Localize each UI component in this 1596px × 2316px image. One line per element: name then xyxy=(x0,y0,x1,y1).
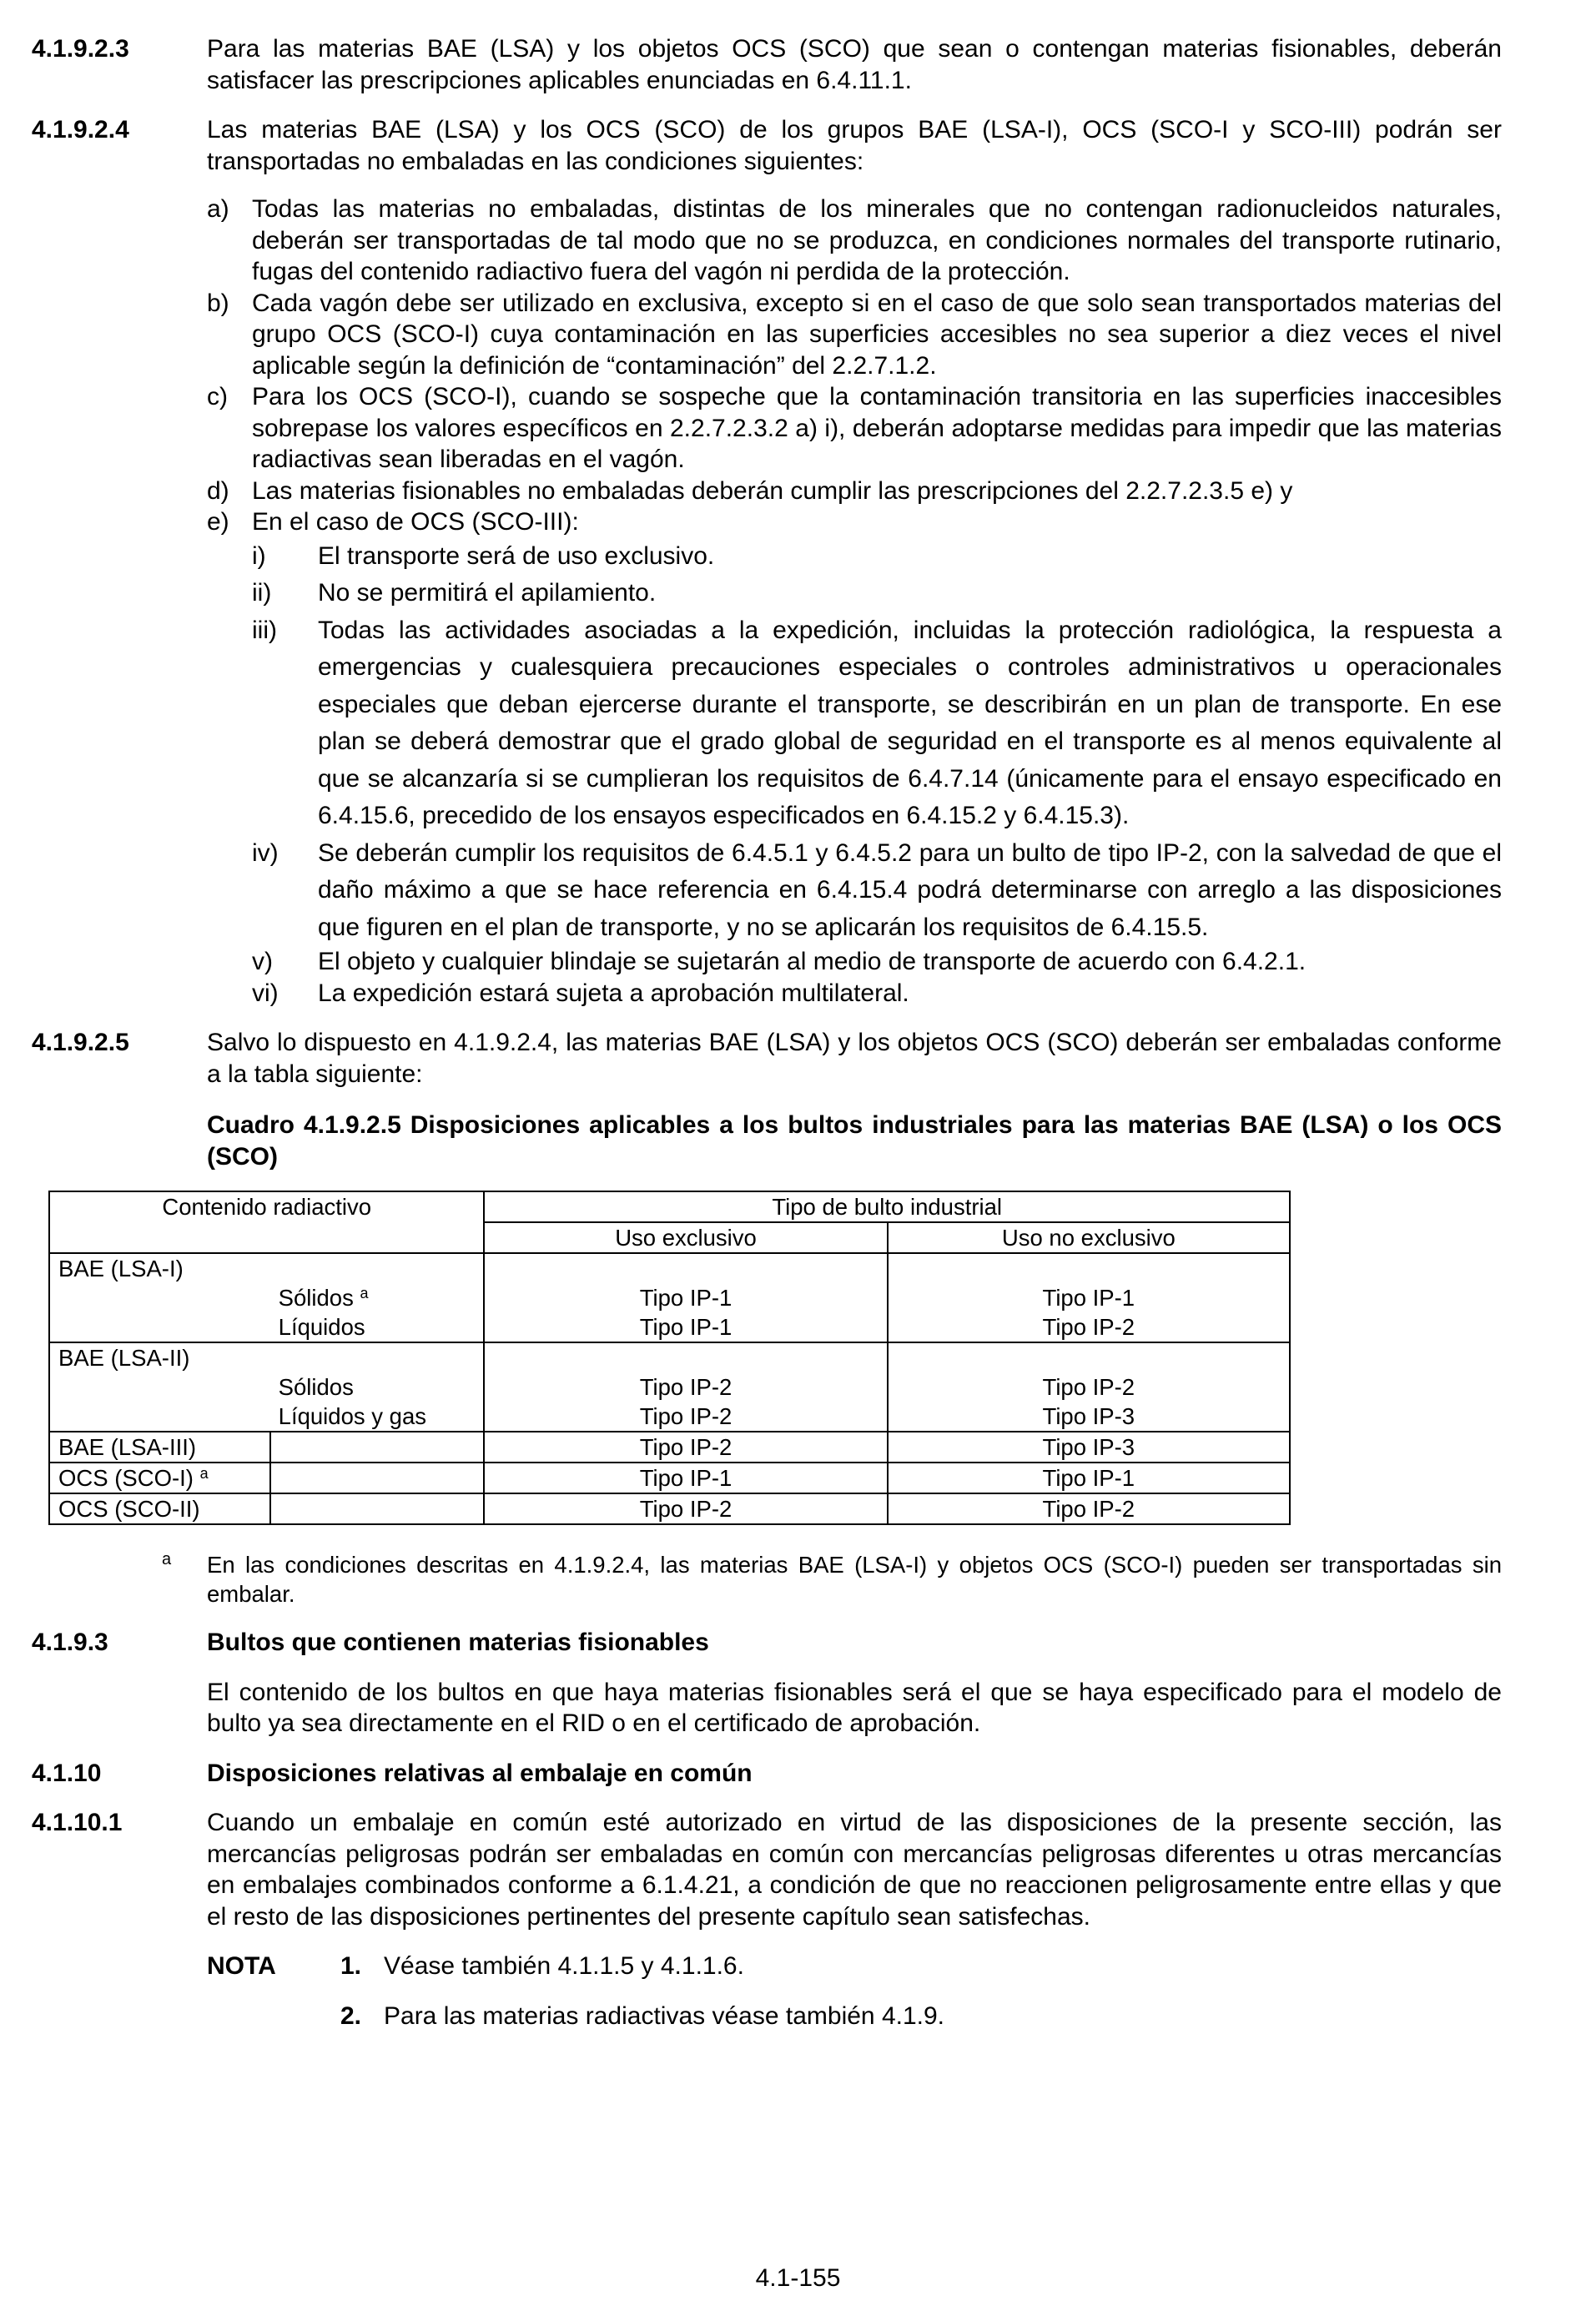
table-cell-empty xyxy=(484,1253,887,1283)
table-cell-empty xyxy=(49,1372,270,1402)
note-text: Para las materias radiactivas véase también 4.1.9. xyxy=(384,2001,944,2030)
table-cell-empty xyxy=(270,1432,485,1463)
note-block xyxy=(207,1951,1502,2032)
table-row xyxy=(49,1463,1290,1493)
table-cell: Sólidos xyxy=(270,1372,485,1402)
list-item xyxy=(207,476,1502,507)
packaging-table xyxy=(48,1191,1291,1525)
table-row xyxy=(49,1342,1290,1372)
list-item xyxy=(207,288,1502,382)
sub-list-text: El objeto y cualquier blindaje se sujetarán al medio de transporte de acuerdo con 6.4.2.1. xyxy=(318,948,1307,975)
footnote-marker: a xyxy=(199,1465,209,1482)
sub-list-item xyxy=(207,978,1502,1009)
list-text: Las materias fisionables no embaladas deberán cumplir las prescripciones del 2.2.7.2.3.5 e) y xyxy=(252,476,1293,505)
table-cell: Tipo IP-2 xyxy=(888,1493,1290,1524)
page-number: 4.1-155 xyxy=(755,2264,841,2292)
table-footnote-block xyxy=(32,1550,1502,1609)
sub-list-item xyxy=(207,835,1502,947)
table-row xyxy=(49,1253,1290,1283)
table-cell-empty xyxy=(270,1493,485,1524)
table-cell: Tipo IP-1 xyxy=(888,1463,1290,1493)
section-text: Salvo lo dispuesto en 4.1.9.2.4, las materias BAE (LSA) y los objetos OCS (SCO) deberán ser embaladas conforme a la tabla siguiente: xyxy=(207,1029,1502,1088)
table-cell: Tipo IP-1 xyxy=(484,1312,887,1342)
table-header-cell: Contenido radiactivo xyxy=(49,1191,484,1253)
document-page xyxy=(32,33,1502,2050)
table-row xyxy=(49,1432,1290,1463)
sub-list-text: La expedición estará sujeta a aprobación multilateral. xyxy=(318,979,909,1007)
table-header-row xyxy=(49,1191,1290,1222)
note-number: 1. xyxy=(340,1952,362,1980)
table-cell: Tipo IP-2 xyxy=(484,1402,887,1432)
section-4-1-10 xyxy=(32,1758,1502,1790)
footnote-mark: a xyxy=(162,1550,172,1568)
sub-list-item xyxy=(207,612,1502,835)
table-header-cell: Uso exclusivo xyxy=(484,1222,887,1253)
table-cell: Tipo IP-3 xyxy=(888,1402,1290,1432)
list-label: a) xyxy=(207,195,229,223)
sub-list-text: Se deberán cumplir los requisitos de 6.4.5.1 y 6.4.5.2 para un bulto de tipo IP-2, con la salvedad de que el daño máximo a que se hace referencia en 6.4.15.4 podrá determinarse con arreglo a las disposiciones que figuren en el plan de transporte, y no se aplicarán los requisitos de 6.4.15.5. xyxy=(318,838,1502,941)
table-cell: Tipo IP-2 xyxy=(484,1432,887,1463)
list-item xyxy=(207,381,1502,476)
cell-text: OCS (SCO-I) xyxy=(58,1465,194,1491)
section-number: 4.1.10 xyxy=(32,1759,102,1787)
section-text: Cuando un embalaje en común esté autorizado en virtud de las disposiciones de la presente sección, las mercancías peligrosas podrán ser embaladas en común con mercancías peligrosas diferentes u otras mercancías en embalajes combinados conforme a 6.1.4.21, a condición de que no reaccionen peligrosamente entre ellas y que el resto de las disposiciones pertinentes del presente capítulo sean satisfechas. xyxy=(207,1809,1502,1931)
section-4-1-9-2-5 xyxy=(32,1027,1502,1172)
section-4-1-9-2-3 xyxy=(32,33,1502,96)
sub-list-item xyxy=(207,538,1502,576)
note-number: 2. xyxy=(340,2001,362,2030)
list-label: d) xyxy=(207,476,229,505)
table-header-cell: Uso no exclusivo xyxy=(888,1222,1290,1253)
table-header-cell: Tipo de bulto industrial xyxy=(484,1191,1290,1222)
sub-list xyxy=(207,538,1502,947)
section-number: 4.1.9.2.3 xyxy=(32,35,129,63)
section-title: Disposiciones relativas al embalaje en común xyxy=(207,1759,753,1787)
table-cell: Líquidos y gas xyxy=(270,1402,485,1432)
list-text: Cada vagón debe ser utilizado en exclusiva, excepto si en el caso de que solo sean transportados materias del grupo OCS (SCO-I) cuya contaminación en las superficies accesibles no sea superior a diez veces el nivel aplicable según la definición de “contaminación” del 2.2.7.1.2. xyxy=(252,289,1502,380)
table-cell: Tipo IP-1 xyxy=(888,1283,1290,1312)
section-text: Las materias BAE (LSA) y los OCS (SCO) de los grupos BAE (LSA-I), OCS (SCO-I y SCO-III) podrán ser transportadas no embaladas en las condiciones siguientes: xyxy=(207,116,1502,175)
sub-list-label: iii) xyxy=(252,616,277,644)
table-row xyxy=(49,1372,1290,1402)
list-text: Para los OCS (SCO-I), cuando se sospeche que la contaminación transitoria en las superficies inaccesibles sobrepase los valores específicos en 2.2.7.2.3.2 a) i), deberán adoptarse medidas para impedir que las materias radiactivas sean liberadas en el vagón. xyxy=(252,383,1502,473)
table-cell: Tipo IP-2 xyxy=(484,1372,887,1402)
table-cell: Tipo IP-2 xyxy=(888,1372,1290,1402)
section-4-1-9-3 xyxy=(32,1627,1502,1740)
table-row xyxy=(49,1283,1290,1312)
section-text: Para las materias BAE (LSA) y los objetos OCS (SCO) que sean o contengan materias fisionables, deberán satisfacer las prescripciones aplicables enunciadas en 6.4.11.1. xyxy=(207,35,1502,94)
condition-list xyxy=(207,194,1502,1009)
sub-list-item xyxy=(207,575,1502,612)
table-cell: BAE (LSA-I) xyxy=(49,1253,270,1283)
sub-list-label: ii) xyxy=(252,579,272,607)
footnote-marker: a xyxy=(360,1285,369,1301)
table-footnote xyxy=(162,1550,1502,1609)
table-caption: Cuadro 4.1.9.2.5 Disposiciones aplicables a los bultos industriales para las materias BAE (LSA) o los OCS (SCO) xyxy=(207,1111,1502,1171)
table-row xyxy=(49,1312,1290,1342)
sub-list-label: i) xyxy=(252,541,266,570)
table-cell-empty xyxy=(270,1253,485,1283)
table-cell-empty xyxy=(49,1283,270,1312)
sub-list-label: vi) xyxy=(252,979,279,1007)
table-row xyxy=(49,1402,1290,1432)
table-cell: BAE (LSA-II) xyxy=(49,1342,270,1372)
table-cell: Tipo IP-1 xyxy=(484,1463,887,1493)
section-number: 4.1.10.1 xyxy=(32,1809,123,1836)
section-number: 4.1.9.3 xyxy=(32,1629,108,1656)
list-text: En el caso de OCS (SCO-III): xyxy=(252,508,579,536)
section-text: El contenido de los bultos en que haya materias fisionables será el que se haya especificado para el modelo de bulto ya sea directamente en el RID o en el certificado de aprobación. xyxy=(207,1678,1502,1737)
table-cell-empty xyxy=(888,1253,1290,1283)
table-cell-empty xyxy=(270,1342,485,1372)
sub-list-label: v) xyxy=(252,948,273,975)
section-4-1-9-2-4 xyxy=(32,114,1502,1009)
sub-list-text: No se permitirá el apilamiento. xyxy=(318,579,657,607)
list-item xyxy=(207,194,1502,288)
footnote-text: En las condiciones descritas en 4.1.9.2.4, las materias BAE (LSA-I) y objetos OCS (SCO-I) pueden ser transportadas sin embalar. xyxy=(207,1552,1502,1607)
sub-list-tight xyxy=(207,946,1502,1009)
list-item xyxy=(207,506,1502,538)
table-cell: OCS (SCO-II) xyxy=(49,1493,270,1524)
table-cell: Tipo IP-2 xyxy=(484,1493,887,1524)
list-text: Todas las materias no embaladas, distintas de los minerales que no contengan radionucleidos naturales, deberán ser transportadas de tal modo que no se produzca, en condiciones normales del transporte rutinario, fugas del contenido radiactivo fuera del vagón ni perdida de la protección. xyxy=(252,195,1502,285)
table-row xyxy=(49,1493,1290,1524)
sub-list-text: El transporte será de uso exclusivo. xyxy=(318,541,715,570)
sub-list-text: Todas las actividades asociadas a la expedición, incluidas la protección radiológica, la respuesta a emergencias y cualesquiera precauciones especiales o controles administrativos u operacionales especiales que deban ejercerse durante el transporte, se describirán en un plan de transporte. En ese plan se deberá demostrar que el grado global de seguridad en el transporte es al menos equivalente al que se alcanzaría si se cumplieran los requisitos de 6.4.7.14 (únicamente para el ensayo especificado en 6.4.15.6, precedido de los ensayos especificados en 6.4.15.2 y 6.4.15.3). xyxy=(318,616,1502,829)
section-title: Bultos que contienen materias fisionables xyxy=(207,1629,709,1656)
table-cell xyxy=(270,1283,485,1312)
note-label: NOTA xyxy=(207,1952,276,1980)
table-cell: Tipo IP-1 xyxy=(484,1283,887,1312)
table-cell-empty xyxy=(49,1402,270,1432)
cell-text: Sólidos xyxy=(278,1285,354,1311)
list-label: c) xyxy=(207,383,228,410)
note-text: Véase también 4.1.1.5 y 4.1.1.6. xyxy=(384,1952,744,1980)
list-label: e) xyxy=(207,508,229,536)
table-cell-empty xyxy=(484,1342,887,1372)
table-cell: Líquidos xyxy=(270,1312,485,1342)
table-cell: Tipo IP-3 xyxy=(888,1432,1290,1463)
table-cell-empty xyxy=(49,1312,270,1342)
section-number: 4.1.9.2.5 xyxy=(32,1029,129,1056)
table-cell-empty xyxy=(888,1342,1290,1372)
section-4-1-10-1 xyxy=(32,1807,1502,2032)
sub-list-label: iv) xyxy=(252,838,279,867)
table-cell: Tipo IP-2 xyxy=(888,1312,1290,1342)
table-cell: BAE (LSA-III) xyxy=(49,1432,270,1463)
note-item xyxy=(340,1951,1502,1982)
table-cell xyxy=(49,1463,270,1493)
note-item xyxy=(340,2001,1502,2032)
section-number: 4.1.9.2.4 xyxy=(32,116,129,143)
sub-list-item xyxy=(207,946,1502,978)
list-label: b) xyxy=(207,289,229,317)
table-cell-empty xyxy=(270,1463,485,1493)
